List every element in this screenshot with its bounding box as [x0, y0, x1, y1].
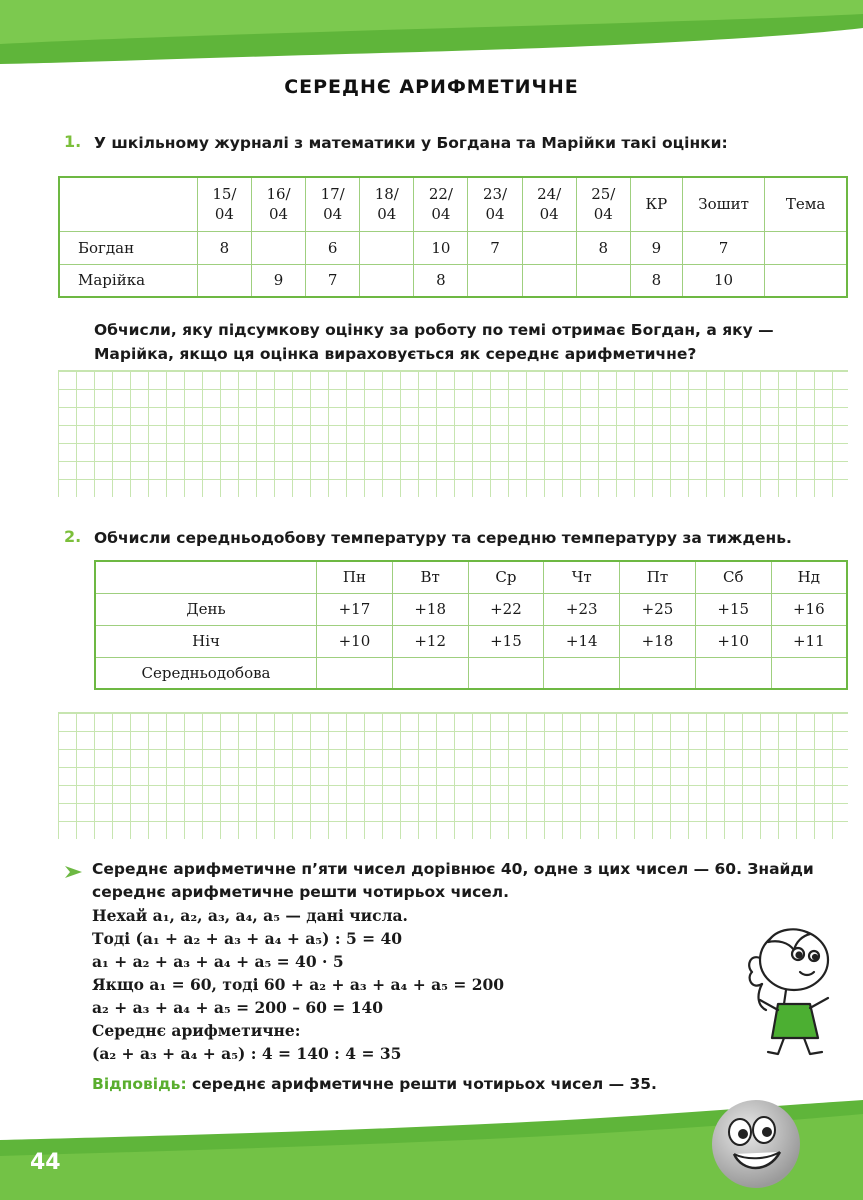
temperature-cell: +25 [620, 593, 696, 625]
grades-header-bottom: 04 [377, 205, 397, 224]
grades-header-top: 25/ [591, 185, 616, 204]
temperature-cell: +11 [771, 625, 847, 657]
grade-cell: 8 [414, 264, 468, 297]
grade-cell: 8 [576, 231, 630, 264]
answer-grid-2[interactable] [58, 712, 848, 839]
smiley-face-icon [706, 1092, 806, 1192]
grade-cell: 8 [197, 231, 251, 264]
grades-header-bottom: 04 [431, 205, 451, 224]
grades-header-top: 24/ [537, 185, 562, 204]
grades-header-row [59, 177, 847, 231]
grades-header-bottom: 04 [539, 205, 559, 224]
student-name-cell: Марійка [59, 264, 197, 297]
grades-header-cell [414, 177, 468, 231]
grades-header-cell [306, 177, 360, 231]
temperature-row [95, 593, 847, 625]
grade-cell: 9 [251, 264, 305, 297]
temperature-cell[interactable] [392, 657, 468, 689]
temperature-cell[interactable] [317, 657, 393, 689]
grades-header-top: Зошит [698, 195, 749, 214]
weekday-header-cell: Нд [771, 561, 847, 593]
weekday-header-cell: Сб [695, 561, 771, 593]
grades-header-cell [522, 177, 576, 231]
grades-header-top: 22/ [428, 185, 453, 204]
temperature-row [95, 625, 847, 657]
grade-cell[interactable] [468, 264, 522, 297]
temperature-cell[interactable] [695, 657, 771, 689]
grades-header-cell [576, 177, 630, 231]
answer-label: Відповідь: [92, 1075, 187, 1093]
temperature-cell: +17 [317, 593, 393, 625]
student-name-cell: Богдан [59, 231, 197, 264]
task-2-number: 2. [64, 527, 82, 546]
grade-cell[interactable] [765, 264, 847, 297]
temperature-cell: +18 [392, 593, 468, 625]
grades-header-cell [360, 177, 414, 231]
grades-row [59, 231, 847, 264]
grade-cell[interactable] [576, 264, 630, 297]
grades-header-top: 16/ [266, 185, 291, 204]
grades-header-cell [682, 177, 764, 231]
temperature-header-row [95, 561, 847, 593]
temperature-cell[interactable] [771, 657, 847, 689]
page-number: 44 [30, 1150, 61, 1175]
grade-cell[interactable] [251, 231, 305, 264]
grade-cell[interactable] [522, 264, 576, 297]
temperature-cell[interactable] [468, 657, 544, 689]
grade-cell: 10 [682, 264, 764, 297]
temperature-cell: +22 [468, 593, 544, 625]
grade-cell: 7 [682, 231, 764, 264]
grades-header-cell [251, 177, 305, 231]
grades-row [59, 264, 847, 297]
temperature-row [95, 657, 847, 689]
worked-example [92, 858, 832, 1065]
grade-cell: 6 [306, 231, 360, 264]
arrow-right-icon [64, 864, 86, 880]
grade-cell[interactable] [360, 264, 414, 297]
example-line-1: Середнє арифметичне п’яти чисел дорівнює 40, одне з цих чисел — 60. Знайди [92, 860, 814, 878]
temperature-table [94, 560, 848, 690]
temperature-row-label: День [95, 593, 317, 625]
grades-header-cell [197, 177, 251, 231]
temperature-cell: +15 [695, 593, 771, 625]
example-line-5: a₁ + a₂ + a₃ + a₄ + a₅ = 40 · 5 [92, 952, 344, 971]
grade-cell[interactable] [522, 231, 576, 264]
page-title: СЕРЕДНЄ АРИФМЕТИЧНЕ [284, 76, 579, 98]
grades-header-top: Тема [785, 195, 826, 214]
grades-header-bottom: 04 [593, 205, 613, 224]
temperature-cell: +23 [544, 593, 620, 625]
task-2-text: Обчисли середньодобову температуру та середню температуру за тиждень. [94, 529, 792, 547]
task-1-question [94, 318, 774, 366]
example-line-7: a₂ + a₃ + a₄ + a₅ = 200 – 60 = 140 [92, 998, 384, 1017]
temperature-cell: +10 [317, 625, 393, 657]
answer-text: середнє арифметичне решти чотирьох чисел — 35. [186, 1075, 657, 1093]
grades-header-top: 15/ [212, 185, 237, 204]
grade-cell: 7 [306, 264, 360, 297]
example-line-9: (a₂ + a₃ + a₄ + a₅) : 4 = 140 : 4 = 35 [92, 1044, 402, 1063]
weekday-header-cell: Чт [544, 561, 620, 593]
weekday-header-cell: Вт [392, 561, 468, 593]
grades-header-top: 23/ [482, 185, 508, 204]
grade-cell[interactable] [765, 231, 847, 264]
temperature-row-label: Ніч [95, 625, 317, 657]
grade-cell[interactable] [360, 231, 414, 264]
temperature-cell: +12 [392, 625, 468, 657]
example-line-6: Якщо a₁ = 60, тоді 60 + a₂ + a₃ + a₄ + a₅ = 200 [92, 975, 505, 994]
task-1-number: 1. [64, 132, 82, 151]
weekday-header-cell: Пн [317, 561, 393, 593]
temperature-cell: +15 [468, 625, 544, 657]
grades-header-bottom: 04 [268, 205, 289, 224]
answer-line [92, 1073, 657, 1095]
grade-cell: 7 [468, 231, 522, 264]
top-green-band [0, 0, 863, 70]
temperature-cell: +18 [620, 625, 696, 657]
task-1-text: У шкільному журналі з математики у Богдана та Марійки такі оцінки: [94, 134, 728, 152]
grade-cell[interactable] [197, 264, 251, 297]
temperature-cell: +16 [771, 593, 847, 625]
example-line-4: Тоді (a₁ + a₂ + a₃ + a₄ + a₅) : 5 = 40 [92, 929, 403, 948]
temperature-corner-cell [95, 561, 317, 593]
example-line-3: Нехай a₁, a₂, a₃, a₄, a₅ — дані числа. [92, 906, 408, 925]
grade-cell: 10 [414, 231, 468, 264]
temperature-row-label: Середньодобова [95, 657, 317, 689]
grades-header-top: КР [645, 195, 668, 214]
task-1-question-line-2: Марійка, якщо ця оцінка вираховується як середнє арифметичне? [94, 345, 697, 363]
temperature-cell: +14 [544, 625, 620, 657]
grades-header-top: 17/ [320, 185, 345, 204]
example-line-2: середнє арифметичне решти чотирьох чисел. [92, 883, 510, 901]
grades-header-bottom: 04 [485, 205, 505, 224]
weekday-header-cell: Ср [468, 561, 544, 593]
answer-grid-1[interactable] [58, 370, 848, 497]
temperature-cell[interactable] [620, 657, 696, 689]
example-line-8: Середнє арифметичне: [92, 1021, 301, 1040]
task-1-question-line-1: Обчисли, яку підсумкову оцінку за роботу по темі отримає Богдан, а яку — [94, 321, 774, 339]
grade-cell: 9 [630, 231, 682, 264]
grades-corner-cell [59, 177, 197, 231]
grades-table [58, 176, 848, 298]
grades-header-cell [630, 177, 682, 231]
grades-header-bottom: 04 [323, 205, 343, 224]
grades-header-cell [765, 177, 847, 231]
grades-header-top: 18/ [374, 185, 399, 204]
temperature-cell[interactable] [544, 657, 620, 689]
grades-header-bottom: 04 [214, 205, 234, 224]
grade-cell: 8 [630, 264, 682, 297]
grades-header-cell [468, 177, 522, 231]
girl-illustration [738, 920, 838, 1060]
weekday-header-cell: Пт [620, 561, 696, 593]
temperature-cell: +10 [695, 625, 771, 657]
